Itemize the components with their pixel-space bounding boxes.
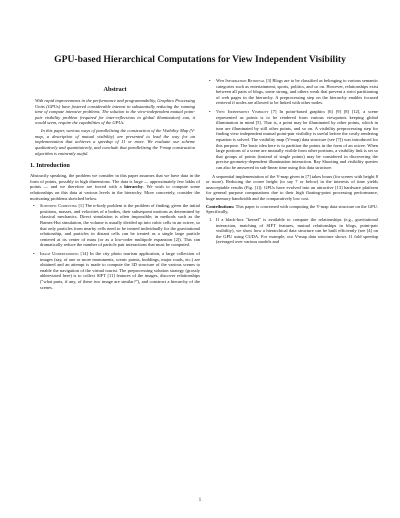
right-column-body [206, 174, 378, 215]
list-item [33, 251, 200, 290]
motivating-problems-list-continued [206, 78, 378, 171]
abstract-body [35, 98, 195, 156]
list-item [33, 203, 200, 248]
motivating-problems-list [30, 203, 200, 290]
intro-text-after: . We wish to compute some relationships on this data at various levels in the hierarchy. More concretely, consider the motivating problems sketched below. [30, 184, 200, 201]
gpu-motivation-paragraph: A sequential implementation of the V-map given in [7] takes hours (for scenes with height 8 or more). Reducing the octree height (to say 7 or below) in the interests of time yields unacceptable results (Fig. [1]). GPUs have evolved into an attractive [13] hardware platform for general purpose computations due to their high floating-point processing performance, huge memory bandwidth and the comparatively low cost. [206, 173, 378, 201]
bullet-text: [3] Blogs are to be classified as belonging to various semantic categories such as entertainment, sports, politics, and so on. However, relationships exist between all pairs of blogs, some strong, and others weak that prevent a strict partitioning of web pages in the hierarchy. A preprocessing step on the hierarchy enables focused retrieval if nodes are allowed to be linked with other nodes. [216, 78, 378, 106]
bullet-icon: • [209, 78, 211, 83]
bullet-icon: • [33, 203, 35, 209]
introduction-paragraph [30, 173, 200, 201]
right-column [206, 78, 378, 248]
list-item [209, 217, 378, 245]
left-column [30, 86, 200, 293]
bullet-text: [14] In the city photo tourism application, a large collection of images (say, of one or more monuments, scenic points, buildings, major roads, etc.) are obtained and an attempt is made to compute the 3D structure of the various scenes to enable the navigation of the virtual tourist. The preprocessing solution strategy (grossly abbreviated here) is to collect SIFT [11] features of the images, discover relationships ("what parts, if any, of these two image are similar?"), and construct a hierarchy of the scenes. [40, 251, 200, 290]
bullet-text: [7] In point-based graphics [6] [9] [8] [12], a scene represented as points is to be rendered from various viewpoints keeping global illumination in mind [5]. That is, a point may be illuminated by other points, which in turn are illuminated by still other points, and so on. A visibility preprocessing step for finding view independent mutual point-pair visibility is useful before the costly rendering equation is solved. The visibility map (V-map) data structure (see [7]) was introduced for this purpose. The basic idea here is to partition the points in the form of an octree. When large portions of a scene are mutually visible from other portions, a visibility link is set so that groups of points (instead of single points) may be considered in discovering the precise geometry-dependent illumination interaction. Ray Shooting and visibility queries can also be answered in sub-linear time using this data structure. [216, 108, 378, 170]
bullet-label: View Independent Visibility [216, 108, 269, 114]
bullet-icon: • [209, 108, 211, 114]
bullet-label: Web Information Retrieval [216, 78, 265, 83]
list-item [209, 78, 378, 106]
page-number: 1 [198, 498, 202, 503]
bullet-label: Scientific Computing [40, 203, 78, 209]
bullet-icon: • [33, 251, 35, 257]
intro-text-before: Abstractly speaking, the problem we consider in this paper assumes that we have data in the form of points, possibly in high dimensions. The data is large — approximately few lakhs of points — and we therefore are forced with a [30, 173, 200, 190]
list-number: 1. [209, 217, 213, 223]
contributions-text: This paper is concerned with computing the V-map data structure on the GPU. Specifically, [206, 203, 378, 215]
paper-title: GPU-based Hierarchical Computations for View Independent Visibility [54, 54, 346, 65]
list-item [209, 108, 378, 171]
contributions-paragraph [206, 204, 378, 215]
introduction-body [30, 173, 200, 201]
contribution-text: If a black-box "kernel" is available to compute the relationships (e.g., gravitational interaction, matching of SIFT features, mutual relationships in blogs, point-pair visibility), we show how a hierarchical data structure can be built efficiently (see [4] on the GPU using CUDA. For example, our V-map data structure shows 11 fold speedup (averaged over various models and [216, 217, 378, 245]
abstract-paragraph-1: With rapid improvements in the performance and programmability, Graphics Processing Units (GPUs) have fostered considerable interest in substantially reducing the running time of compute intensive problems. The solution to the view-independent mutual point-pair visibility problem (required for inter-reflections in global illumination) can, it would seem, require the capabilities of the GPUs. [35, 98, 195, 126]
contributions-label: Contributions: [206, 203, 235, 209]
abstract-heading: Abstract [103, 86, 127, 93]
abstract-paragraph-2: In this paper, various ways of parallelizing the construction of the Visibility Map (V-map, a description of mutual visibility) are presented to lead the way for an implementation that achieves a speedup of 11 or more. We evaluate our scheme qualitatively and quantitatively, and conclude that parallelizing the V-map construction algorithm is eminently useful. [35, 128, 195, 156]
bullet-label: Image Understanding [40, 251, 79, 257]
bullet-text: [1] The n-body problem is the problem of finding, given the initial positions, masses, and velocities of n bodies, their subsequent motions as determined by classical mechanics. Direct simulation is often impossible; in methods such as the Barnes-Hut simulation, the volume is usually divided up into cubic cells in an octree, so that only particles from nearby cells need to be treated individually for the gravitational relationship, and particles in distant cells can be treated as a single large particle centered at its center of mass (or as a low-order multipole expansion [2]). This can dramatically reduce the number of particle pair interactions that must be computed. [40, 203, 200, 248]
contributions-list [206, 217, 378, 245]
intro-emphasis: hierarchy [124, 184, 143, 190]
introduction-heading: 1. Introduction [30, 162, 70, 170]
